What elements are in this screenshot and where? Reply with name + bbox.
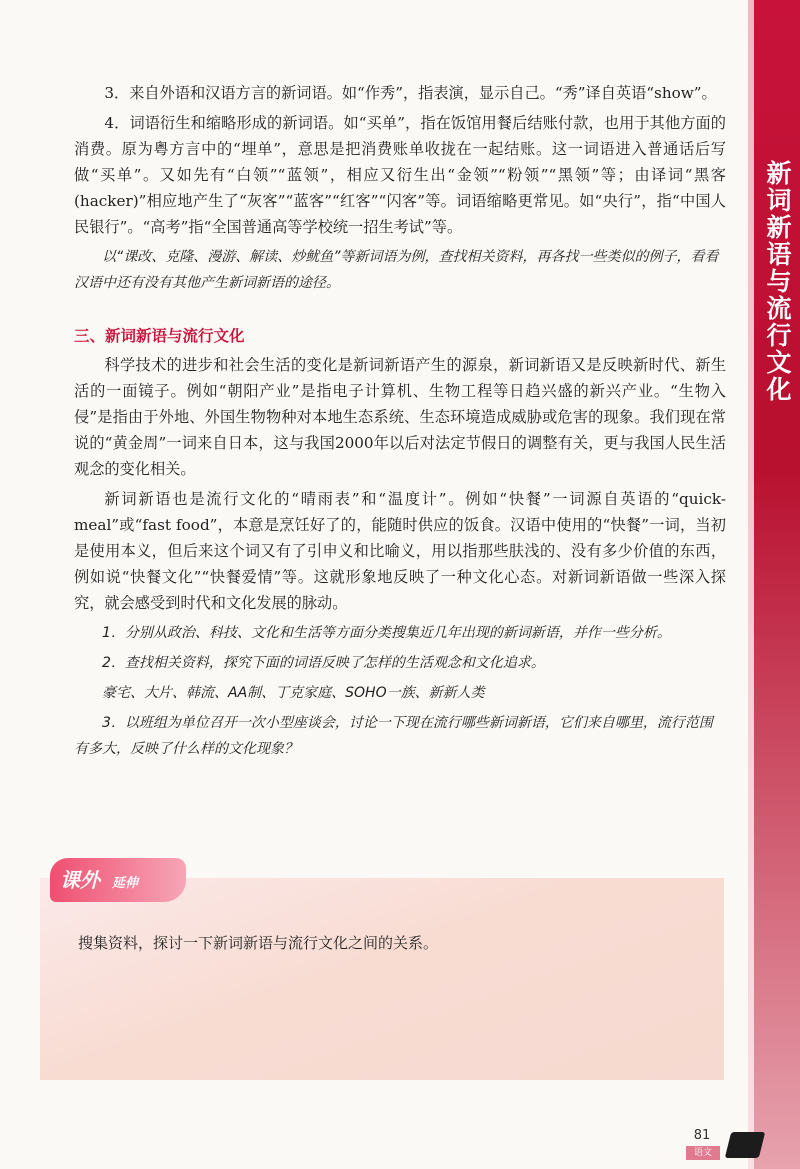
extension-label-small: 延伸 [112, 876, 139, 891]
task-list [74, 620, 726, 762]
extension-label [50, 858, 186, 902]
page-number: 81 [693, 1128, 711, 1143]
main-content [74, 80, 726, 766]
extension-label-big: 课外 [60, 868, 100, 892]
page-subject: 语文 [686, 1146, 720, 1160]
side-tab-title: 新词新语与流行文化 [763, 160, 792, 403]
paragraph-4: 4．词语衍生和缩略形成的新词语。如“买单”，指在饭馆用餐后结账付款，也用于其他方面的消费。原为粤方言中的“埋单”，意思是把消费账单收拢在一起结账。这一词语进入普通话后写做“买单”。又如先有“白领”“蓝领”，相应又衍生出“金领”“粉领”“黑领”等；由译词“黑客(hacker)”相应地产生了“灰客”“蓝客”“红客”“闪客”等。词语缩略更常见。如“央行”，指“中国人民银行”。“高考”指“全国普通高等学校统一招生考试”等。 [74, 114, 726, 236]
paragraph-3: 3．来自外语和汉语方言的新词语。如“作秀”，指表演，显示自己。“秀”译自英语“show”。 [104, 84, 717, 102]
side-tab [754, 0, 800, 1169]
task-item-2: 2．查找相关资料，探究下面的词语反映了怎样的生活观念和文化追求。 [102, 655, 545, 671]
extension-panel [40, 878, 724, 1080]
task-item-1: 1．分别从政治、科技、文化和生活等方面分类搜集近几年出现的新词新语，并作一些分析。 [102, 625, 671, 641]
extension-text: 搜集资料，探讨一下新词新语与流行文化之间的关系。 [78, 934, 439, 952]
task-note: 以“课改、克隆、漫游、解读、炒鱿鱼”等新词语为例，查找相关资料，再各找一些类似的例子，看看汉语中还有没有其他产生新词新语的途径。 [74, 249, 719, 291]
page-corner-mark [725, 1132, 765, 1158]
task-item-3: 3．以班组为单位召开一次小型座谈会，讨论一下现在流行哪些新词新语，它们来自哪里，流行范围有多大，反映了什么样的文化现象？ [74, 715, 713, 757]
section-heading: 三、新词新语与流行文化 [74, 327, 245, 345]
section-paragraph-2: 新词新语也是流行文化的“晴雨表”和“温度计”。例如“快餐”一词源自英语的“quick-meal”或“fast food”，本意是烹饪好了的，能随时供应的饭食。汉语中使用的“快餐”一词，当初是使用本义，但后来这个词又有了引申义和比喻义，用以指那些肤浅的、没有多少价值的东西，例如说“快餐文化”“快餐爱情”等。这就形象地反映了一种文化心态。对新词新语做一些深入探究，就会感受到时代和文化发展的脉动。 [74, 490, 726, 612]
task-item-2-terms: 豪宅、大片、韩流、AA制、丁克家庭、SOHO一族、新新人类 [102, 685, 485, 701]
section-paragraph-1: 科学技术的进步和社会生活的变化是新词新语产生的源泉，新词新语又是反映新时代、新生活的一面镜子。例如“朝阳产业”是指电子计算机、生物工程等日趋兴盛的新兴产业。“生物入侵”是指由于外地、外国生物物种对本地生态系统、生态环境造成威胁或危害的现象。我们现在常说的“黄金周”一词来自日本，这与我国2000年以后对法定节假日的调整有关，更与我国人民生活观念的变化相关。 [74, 356, 726, 478]
